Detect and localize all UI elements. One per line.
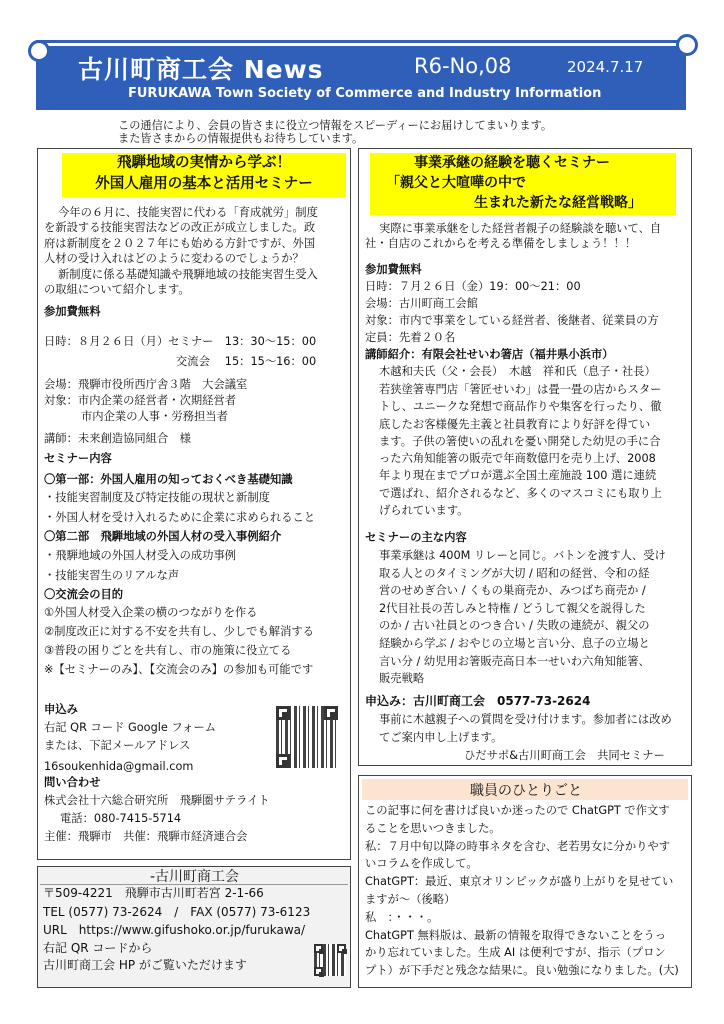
apply-heading: 申込み xyxy=(44,703,78,716)
apply-email[interactable]: 16soukenhida@gmail.com xyxy=(44,760,194,773)
seminar-target-2: 市内企業の人事・労務担当者 xyxy=(81,410,228,423)
issue-date: 2024.7.17 xyxy=(567,58,644,76)
exchange-goal-heading: 〇交流会の目的 xyxy=(44,588,124,601)
office-name: -古川町商工会 xyxy=(150,869,240,885)
part1-item: ・外国人材を受け入れるために企業に求められること xyxy=(44,511,316,524)
staff-column-title: 職員のひとりごと xyxy=(470,783,582,799)
succession-apply-note: 事前に木越親子への質問を受け付けます。参加者には改め xyxy=(379,713,672,726)
contact-company: 株式会社十六総合研究所 飛騨圏サテライト xyxy=(44,794,270,807)
part1-item: ・技能実習制度及び特定技能の現状と新制度 xyxy=(44,491,270,504)
part2-item: ・飛騨地域の外国人材受入の成功事例 xyxy=(44,549,237,562)
succession-capacity: 定員：先着２０名 xyxy=(365,331,456,344)
succession-venue: 会場：古川町商工会館 xyxy=(365,297,478,310)
succession-title-line2: 「親父と大喧嘩の中で xyxy=(386,175,526,191)
succession-target: 対象：市内で事業をしている経営者、後継者、従業員の方 xyxy=(365,314,659,327)
apply-qr-note: 右記 QR コード Google フォーム xyxy=(44,721,217,734)
succession-content: 事業承継は 400M リレーと同じ。バトンを渡す人、受け 取る人とのタイミングが大切 / 昭和の経営、令和の経 営のせめぎ合い / くもの巣商売か、みつばち商売か / 2代目社長の苦しみと特権 / どうして親父を説得した のか / 古い社員とのつき合い / 失敗の連続が、親父の 経験から学ぶ / おやじの立場と言い分、息子の立場と 言い分 / 幼児用お箸販売高日本一せいわ六角知能箸、 販売戦略 xyxy=(379,549,666,686)
seminar-venue: 会場：飛騨市役所西庁舎３階 大会議室 xyxy=(44,378,248,391)
seminar-qr-code[interactable] xyxy=(276,706,338,768)
succession-title-line3: 生まれた新たな経営戦略」 xyxy=(474,195,642,211)
seminar-title-line2: 外国人雇用の基本と活用セミナー xyxy=(95,176,313,192)
succession-fee-free: 参加費無料 xyxy=(365,263,422,276)
exchange-goal: ②制度改正に対する不安を共有し、少しでも解消する xyxy=(44,625,314,638)
succession-title-line1: 事業承継の経験を聴くセミナー xyxy=(414,155,610,171)
staff-column-text: この記事に何を書けば良いか迷ったので ChatGPT で作文す ることを思いつきました。 私：７月中旬以降の時事ネタを含む、老若男女に分かりやす いコラムを作成して。 ChatGPT：最近、東京オリンピックが盛り上がりを見せてい ますが～（後略） 私 ：・・・。 ChatGPT 無料版は、最新の情報を取得できないことをうっ かり忘れていました。生成 AI は便利ですが、指示（プロン プト）が下手だと残念な結果に。良い勉強になりました。(大) xyxy=(365,804,679,978)
succession-apply-note: てご案内申し上げます。 xyxy=(379,731,503,744)
contact-phone: 電話：080-7415-5714 xyxy=(60,812,182,825)
succession-date: 日時：７月２６日（金）19：00～21：00 xyxy=(365,280,581,293)
lecturer-bio: 若狭塗箸専門店「箸匠せいわ」は畳一畳の店からスター トし、ユニークな発想で商品作りや集客を行ったり、徹 底したお客様優先主義と社員教育により好評を得てい ます。子供の箸使いの乱れを憂い開発した幼児の手に合 った六角知能箸の販売で年商数億円を売り上げ、2008 年より現在までプロが選ぶ全国土産施設 100 選に連続 で選ばれ、紹介されるなど、多くのマスコミにも取り上 げられています。 xyxy=(379,383,663,518)
intro-line: また皆さまからの情報提供もお待ちしています。 xyxy=(118,132,364,145)
scroll-curl-right xyxy=(676,34,698,56)
seminar-body: 今年の６月に、技能実習に代わる「育成就労」制度 を新設する技能実習法などの改正が成立しました。政 府は新制度を２０２７年にも始める方針ですが、外国 人材の受け入れはどのように変わるのでしょうか？ 新制度に係る基礎知識や飛騨地域の技能実習生受入 の取組について紹介します。 xyxy=(44,206,318,297)
succession-apply: 申込み：古川町商工会 0577-73-2624 xyxy=(365,694,591,708)
lecturer-names: 木越和夫氏（父・会長） 木越 祥和氏（息子・社長） xyxy=(379,365,656,378)
apply-email-note: または、下記メールアドレス xyxy=(44,739,191,752)
seminar-content-heading: セミナー内容 xyxy=(44,452,112,465)
seminar-title-banner xyxy=(62,153,346,197)
joint-seminar-credit: ひだサポ&古川町商工会 共同セミナー xyxy=(464,749,665,762)
scroll-curl-left xyxy=(28,40,50,62)
participation-note: ※【セミナーのみ】、【交流会のみ】の参加も可能です xyxy=(44,663,314,676)
seminar-lecturer: 講師：未来創造協同組合 様 xyxy=(44,432,191,445)
seminar-date: 日時：８月２６日（月）セミナー 13：30～15：00 xyxy=(44,335,317,348)
exchange-date: 交流会 15：15～16：00 xyxy=(176,355,317,368)
office-qr-note: 古川町商工会 HP がご覧いただけます xyxy=(43,958,247,972)
succession-intro: 実際に事業承継をした経営者親子の経験談を聴いて、自 社・自店のこれからを考える準備をしましょう！！！ xyxy=(365,222,662,251)
newsletter-subtitle: FURUKAWA Town Society of Commerce and Industry Information xyxy=(128,86,602,101)
exchange-goal: ①外国人材受入企業の横のつながりを作る xyxy=(44,606,258,619)
office-tel-fax: TEL (0577) 73-2624 / FAX (0577) 73-6123 xyxy=(43,905,311,919)
issue-number: R6-No,08 xyxy=(414,54,512,78)
part1-heading: 〇第一部：外国人雇用の知っておくべき基礎知識 xyxy=(44,473,293,486)
part2-heading: 〇第二部 飛騨地域の外国人材の受入事例紹介 xyxy=(44,530,282,543)
office-divider xyxy=(40,884,348,885)
office-qr-note: 右記 QR コードから xyxy=(43,941,153,955)
seminar-target: 対象：市内企業の経営者・次期経営者 xyxy=(44,394,237,407)
exchange-goal: ③普段の困りごとを共有し、市の施策に役立てる xyxy=(44,644,292,657)
newsletter-title: 古川町商工会 News xyxy=(78,55,324,84)
homepage-qr-code[interactable] xyxy=(314,944,346,976)
organizer: 主催：飛騨市 共催：飛騨市経済連合会 xyxy=(44,830,248,843)
office-url[interactable]: URL https://www.gifushoko.or.jp/furukawa/ xyxy=(43,923,306,937)
succession-title-banner xyxy=(370,153,676,215)
lecturer-heading: 講師紹介：有限会社せいわ箸店（福井県小浜市） xyxy=(365,348,614,361)
fee-free-label: 参加費無料 xyxy=(44,305,101,318)
part2-item: ・技能実習生のリアルな声 xyxy=(44,569,180,582)
intro-text xyxy=(118,119,552,145)
intro-line: この通信により、会員の皆さまに役立つ情報をスピーディーにお届けしてまいります。 xyxy=(118,119,553,132)
seminar-title-line1: 飛騨地域の実情から学ぶ！ xyxy=(117,155,291,171)
succession-content-heading: セミナーの主な内容 xyxy=(365,531,467,544)
contact-heading: 問い合わせ xyxy=(44,776,101,789)
office-address: 〒509-4221 飛騨市古川町若宮 2-1-66 xyxy=(43,886,264,900)
